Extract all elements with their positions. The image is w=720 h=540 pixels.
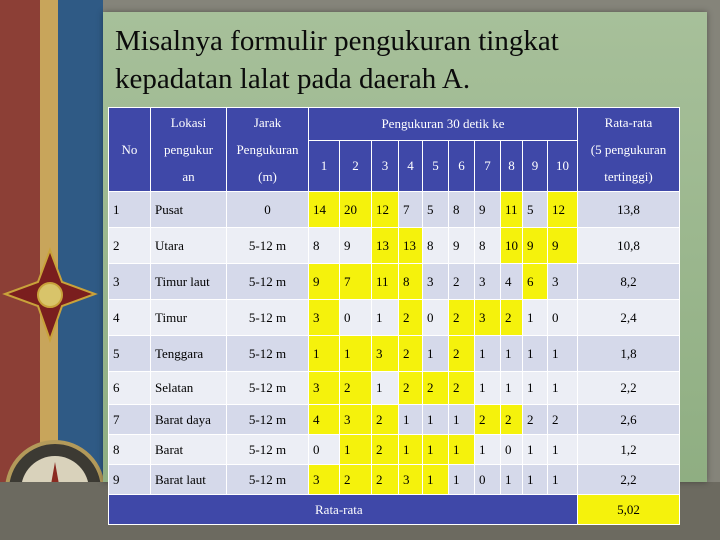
header-rata-1: Rata-rata [604,115,653,130]
cell-measure: 0 [475,465,501,495]
cell-measure: 2 [399,300,423,336]
cell-measure: 2 [449,372,475,405]
header-lokasi-1: Lokasi [170,115,207,130]
header-jarak [227,108,309,192]
cell-measure: 11 [501,192,523,228]
cell-measure: 1 [372,300,399,336]
cell-average: 2,2 [578,372,680,405]
header-no: No [109,108,151,192]
cell-measure: 2 [501,300,523,336]
cell-measure: 3 [340,405,372,435]
cell-measure: 1 [423,405,449,435]
table-row [109,192,680,228]
slide-title [115,22,685,98]
footer-row [109,495,680,525]
cell-measure: 2 [523,405,548,435]
cell-measure: 2 [399,336,423,372]
table-row [109,405,680,435]
table-row [109,228,680,264]
cell-no: 6 [109,372,151,405]
cell-measure: 2 [372,465,399,495]
header-lokasi [151,108,227,192]
measurement-table [108,107,680,525]
cell-measure: 1 [340,435,372,465]
cell-no: 3 [109,264,151,300]
cell-measure: 0 [340,300,372,336]
cell-measure: 8 [475,228,501,264]
cell-measure: 3 [309,372,340,405]
header-lokasi-3: an [182,169,195,184]
cell-measure: 1 [309,336,340,372]
cell-measure: 0 [501,435,523,465]
cell-measure: 7 [399,192,423,228]
cell-measure: 8 [423,228,449,264]
title-line-2: kepadatan lalat pada daerah A. [115,63,471,95]
cell-measure: 7 [340,264,372,300]
title-line-1: Misalnya formulir pengukuran tingkat [115,25,559,57]
cell-measure: 1 [548,465,578,495]
header-jarak-3: (m) [258,169,277,184]
header-measure-7: 7 [475,141,501,192]
cell-lokasi: Barat [151,435,227,465]
header-measure-1: 1 [309,141,340,192]
cell-measure: 1 [399,405,423,435]
cell-average: 2,6 [578,405,680,435]
cell-measure: 1 [372,372,399,405]
cell-measure: 14 [309,192,340,228]
cell-measure: 9 [449,228,475,264]
cell-measure: 9 [548,228,578,264]
cell-lokasi: Barat daya [151,405,227,435]
cell-measure: 1 [449,405,475,435]
table-row [109,435,680,465]
cell-measure: 9 [309,264,340,300]
table-body [109,108,680,525]
header-measure-2: 2 [340,141,372,192]
cell-measure: 0 [548,300,578,336]
cell-measure: 2 [449,264,475,300]
cell-no: 9 [109,465,151,495]
header-lokasi-2: pengukur [163,142,214,157]
header-rata-2: (5 pengukuran [590,142,667,157]
cell-measure: 3 [309,465,340,495]
cell-jarak: 5-12 m [227,372,309,405]
cell-measure: 2 [372,435,399,465]
cell-measure: 1 [423,336,449,372]
header-measure-10: 10 [548,141,578,192]
cell-measure: 2 [372,405,399,435]
cell-measure: 1 [501,372,523,405]
cell-jarak: 0 [227,192,309,228]
table-row [109,465,680,495]
cell-measure: 6 [523,264,548,300]
cell-measure: 13 [399,228,423,264]
cell-measure: 3 [309,300,340,336]
cell-measure: 2 [423,372,449,405]
cell-measure: 1 [548,372,578,405]
cell-measure: 2 [399,372,423,405]
cell-measure: 1 [501,336,523,372]
cell-measure: 1 [523,300,548,336]
cell-measure: 1 [449,435,475,465]
cell-jarak: 5-12 m [227,465,309,495]
table-row [109,336,680,372]
cell-measure: 1 [523,465,548,495]
header-jarak-2: Pengukuran [236,142,299,157]
footer-label: Rata-rata [109,495,578,525]
cell-measure: 1 [340,336,372,372]
header-measure-8: 8 [501,141,523,192]
cell-measure: 0 [423,300,449,336]
cell-lokasi: Barat laut [151,465,227,495]
cell-measure: 4 [501,264,523,300]
cell-measure: 3 [548,264,578,300]
cell-measure: 8 [399,264,423,300]
cell-measure: 9 [475,192,501,228]
cell-jarak: 5-12 m [227,435,309,465]
cell-measure: 3 [475,300,501,336]
cell-measure: 2 [340,372,372,405]
cell-lokasi: Pusat [151,192,227,228]
cell-measure: 1 [523,372,548,405]
table-row [109,264,680,300]
header-measure-3: 3 [372,141,399,192]
cell-average: 2,2 [578,465,680,495]
cell-measure: 1 [548,435,578,465]
cell-measure: 5 [423,192,449,228]
cell-lokasi: Timur laut [151,264,227,300]
cell-measure: 11 [372,264,399,300]
cell-measure: 1 [449,465,475,495]
cell-measure: 2 [340,465,372,495]
cell-lokasi: Tenggara [151,336,227,372]
cell-jarak: 5-12 m [227,300,309,336]
header-measure-4: 4 [399,141,423,192]
cell-measure: 1 [523,435,548,465]
cell-measure: 1 [523,336,548,372]
cell-measure: 3 [372,336,399,372]
cell-measure: 1 [475,372,501,405]
cell-jarak: 5-12 m [227,228,309,264]
cell-average: 1,2 [578,435,680,465]
table-row [109,300,680,336]
header-row-1 [109,108,680,141]
cell-measure: 2 [449,300,475,336]
cell-measure: 1 [501,465,523,495]
cell-measure: 9 [340,228,372,264]
cell-measure: 12 [548,192,578,228]
cell-jarak: 5-12 m [227,336,309,372]
cell-measure: 20 [340,192,372,228]
cell-measure: 0 [309,435,340,465]
cell-average: 13,8 [578,192,680,228]
cell-lokasi: Utara [151,228,227,264]
cell-measure: 2 [449,336,475,372]
cell-average: 1,8 [578,336,680,372]
cell-measure: 1 [423,435,449,465]
header-jarak-1: Jarak [253,115,282,130]
cell-average: 8,2 [578,264,680,300]
cell-measure: 5 [523,192,548,228]
cell-no: 5 [109,336,151,372]
header-pengukuran-group: Pengukuran 30 detik ke [309,108,578,141]
cell-measure: 3 [399,465,423,495]
header-rata-3: tertinggi) [604,169,653,184]
cell-measure: 1 [423,465,449,495]
cell-measure: 3 [423,264,449,300]
cell-measure: 1 [475,435,501,465]
cell-no: 4 [109,300,151,336]
footer-value: 5,02 [578,495,680,525]
cell-jarak: 5-12 m [227,264,309,300]
cell-measure: 4 [309,405,340,435]
header-measure-9: 9 [523,141,548,192]
cell-average: 2,4 [578,300,680,336]
cell-no: 7 [109,405,151,435]
cell-measure: 2 [475,405,501,435]
cell-no: 2 [109,228,151,264]
header-measure-5: 5 [423,141,449,192]
cell-measure: 1 [399,435,423,465]
table-row [109,372,680,405]
cell-measure: 3 [475,264,501,300]
cell-measure: 2 [501,405,523,435]
header-rata-rata [578,108,680,192]
cell-measure: 2 [548,405,578,435]
cell-measure: 1 [548,336,578,372]
header-measure-6: 6 [449,141,475,192]
cell-lokasi: Timur [151,300,227,336]
cell-measure: 9 [523,228,548,264]
cell-jarak: 5-12 m [227,405,309,435]
cell-measure: 12 [372,192,399,228]
cell-no: 8 [109,435,151,465]
cell-average: 10,8 [578,228,680,264]
cell-measure: 10 [501,228,523,264]
cell-measure: 13 [372,228,399,264]
cell-no: 1 [109,192,151,228]
cell-measure: 8 [309,228,340,264]
cell-measure: 8 [449,192,475,228]
cell-lokasi: Selatan [151,372,227,405]
cell-measure: 1 [475,336,501,372]
